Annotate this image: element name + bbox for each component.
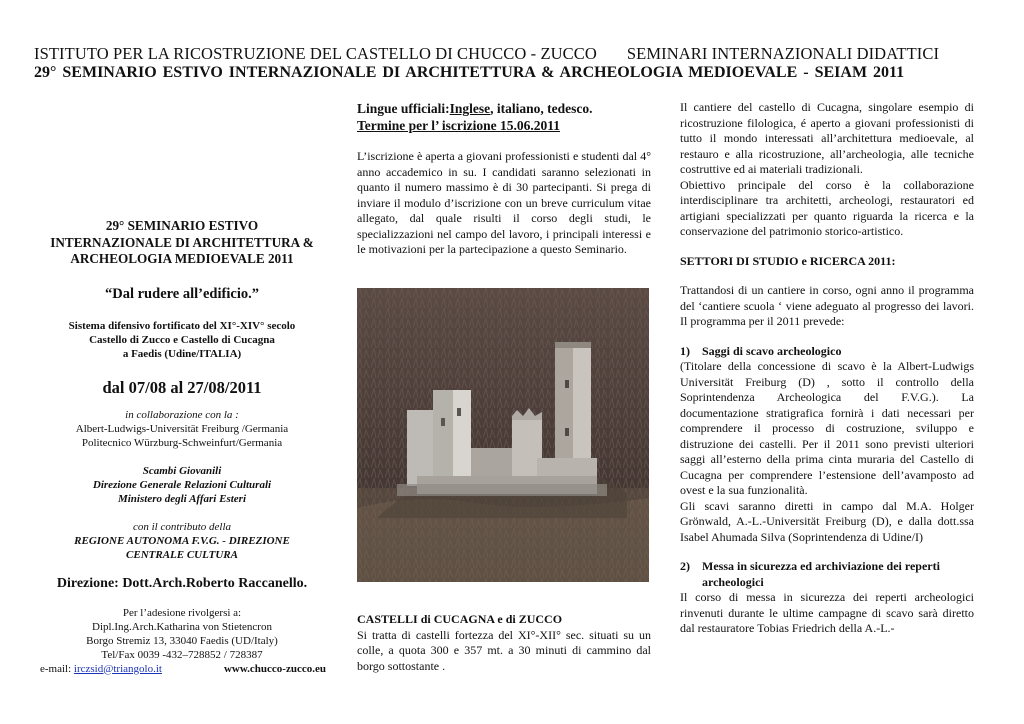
deadline: Termine per l’ iscrizione 15.06.2011: [357, 118, 560, 133]
motto: “Dal rudere all’edificio.”: [105, 285, 259, 302]
title-line: ARCHEOLOGIA MEDIOEVALE 2011: [70, 251, 294, 266]
title-line: 29° SEMINARIO ESTIVO: [105, 218, 259, 233]
item-2-heading: [680, 559, 974, 590]
contact-block: [32, 606, 332, 662]
system-line: Sistema difensivo fortificato del XI°-XIV° secolo: [68, 319, 296, 332]
email-label: e-mail:: [40, 662, 72, 675]
seminars-label: SEMINARI INTERNAZIONALI DIDATTICI: [626, 44, 940, 63]
item-1-number: 1): [680, 343, 690, 358]
castles-text: Si tratta di castelli fortezza del XI°-XII° sec. situati su un colle, a quota 300 e 357 mt. a 30 minuti di cammino dal borgo sottostante .: [357, 627, 651, 673]
email-row: [40, 662, 162, 676]
right-column: [680, 100, 974, 637]
exchange-line: Scambi Giovanili: [142, 464, 222, 477]
website-link[interactable]: www.chucco-zucco.eu: [223, 662, 326, 675]
page-title: 29° SEMINARIO ESTIVO INTERNAZIONALE DI ARCHITETTURA & ARCHEOLOGIA MEDIOEVALE - SEIAM 2011: [34, 64, 905, 81]
header-line: [34, 44, 994, 64]
seminar-dates: dal 07/08 al 27/08/2011: [102, 377, 262, 397]
castle-photo: [357, 288, 649, 582]
objective-paragraph: Obiettivo principale del corso è la collaborazione interdisciplinare tra architetti, archeologi, restauratori ed artigiani specializzati per quanto riguarda la ricerca e la conservazione del patrimonio storico-artistico.: [680, 177, 974, 238]
contrib-intro: con il contributo della: [132, 520, 232, 533]
institute-name: ISTITUTO PER LA RICOSTRUZIONE DEL CASTELLO DI CHUCCO - ZUCCO: [34, 44, 597, 63]
contact-line: Dipl.Ing.Arch.Katharina von Stietencron: [92, 620, 272, 633]
seminar-title: [32, 218, 332, 268]
item-1-title: Saggi di scavo archeologico: [702, 343, 842, 358]
direction: Direzione: Dott.Arch.Roberto Raccanello.: [56, 575, 308, 591]
exchange-line: Ministero degli Affari Esteri: [117, 492, 247, 505]
item-2-title: Messa in sicurezza ed archiviazione dei reperti archeologici: [702, 559, 940, 589]
left-column: [32, 218, 332, 676]
title-line: INTERNAZIONALE DI ARCHITETTURA &: [50, 234, 314, 250]
email-link[interactable]: irczsid@triangolo.it: [73, 662, 162, 675]
languages-line: [357, 100, 651, 117]
contact-line: Per l’adesione rivolgersi a:: [122, 606, 242, 619]
contact-line: Tel/Fax 0039 -432–728852 / 728387: [101, 648, 263, 661]
collab-line: Albert-Ludwigs-Universität Freiburg /Germania: [75, 422, 289, 435]
sectors-text: Trattandosi di un cantiere in corso, ogni anno il programma del ‘cantiere scuola ‘ viene adeguato al progresso dei lavori. Il programma per il 2011 prevede:: [680, 283, 974, 328]
contrib-line: REGIONE AUTONOMA F.V.G. - DIREZIONE: [74, 534, 290, 547]
castles-section: [357, 612, 651, 674]
castles-title: CASTELLI di CUCAGNA e di ZUCCO: [357, 612, 563, 626]
email-website-line: [32, 662, 332, 676]
contact-line: Borgo Stremiz 13, 33040 Faedis (UD/Italy): [86, 634, 278, 647]
item-1-text-2: Gli scavi saranno diretti in campo dal M.A. Holger Grönwald, A.-L.-Universität Freiburg (D), e dalla dott.ssa Isabel Ahumada Silva (Soprintendenza di Udine/I): [680, 498, 974, 544]
sectors-title: SETTORI DI STUDIO e RICERCA 2011:: [680, 253, 896, 268]
collab-line: Politecnico Würzburg-Schweinfurt/Germania: [81, 436, 283, 449]
item-1-text: (Titolare della concessione di scavo è la Albert-Ludwigs Universität Freiburg (D) , sotto il controllo della Soprintendenza Archeologica del F.V.G.). La documentazione stratigrafica fornirà i dati necessari per comprendere il processo di costruzione, sviluppo e distruzione dei castelli. Per il 2011 sono previsti ulteriori saggi all’esterno della prima cinta muraria del Castello di Cucagna per comprendere l’estensione dell’avamposto ad ovest e la sua funzionalità.: [680, 359, 974, 497]
exchange-block: [32, 464, 332, 506]
languages-rest: , italiano, tedesco.: [490, 101, 593, 116]
system-description: [32, 319, 332, 361]
intro-paragraph: Il cantiere del castello di Cucagna, singolare esempio di ricostruzione filologica, é aperto a giovani professionisti di tutto il mondo interessati all’architettura medioevale, al restauro e alla ricostruzione, all’archeologia, alle tecniche costruttive ed ai materiali tradizionali.: [680, 100, 974, 176]
system-line: Castello di Zucco e Castello di Cucagna: [89, 333, 275, 346]
enrollment-text: L’iscrizione è aperta a giovani professionisti e studenti dal 4° anno accademico in su. I candidati saranno selezionati in quanto il numero massimo è di 30 partecipanti. Si prega di inviare il modulo d’iscrizione con un breve curriculum vitae allegato, dal quale risulti il corso degli studi, le specializzazioni nel campo del lavoro, i principali interessi e le motivazioni per la partecipazione a questo Seminario.: [357, 149, 651, 256]
languages-label: Lingue ufficiali:: [357, 101, 450, 116]
language-english: Inglese: [449, 101, 491, 116]
system-line: a Faedis (Udine/ITALIA): [122, 347, 242, 360]
item-2-text: Il corso di messa in sicurezza dei reperti archeologici rinvenuti durante le ultime campagne di scavo sarà diretto dal restauratore Tobias Friedrich della A.-L.-: [680, 590, 974, 635]
middle-column: [357, 100, 651, 258]
item-1-heading: [680, 344, 974, 360]
collab-intro: in collaborazione con la :: [125, 408, 239, 421]
exchange-line: Direzione Generale Relazioni Culturali: [92, 478, 272, 491]
contrib-line: CENTRALE CULTURA: [126, 548, 238, 561]
item-2-number: 2): [680, 559, 690, 573]
